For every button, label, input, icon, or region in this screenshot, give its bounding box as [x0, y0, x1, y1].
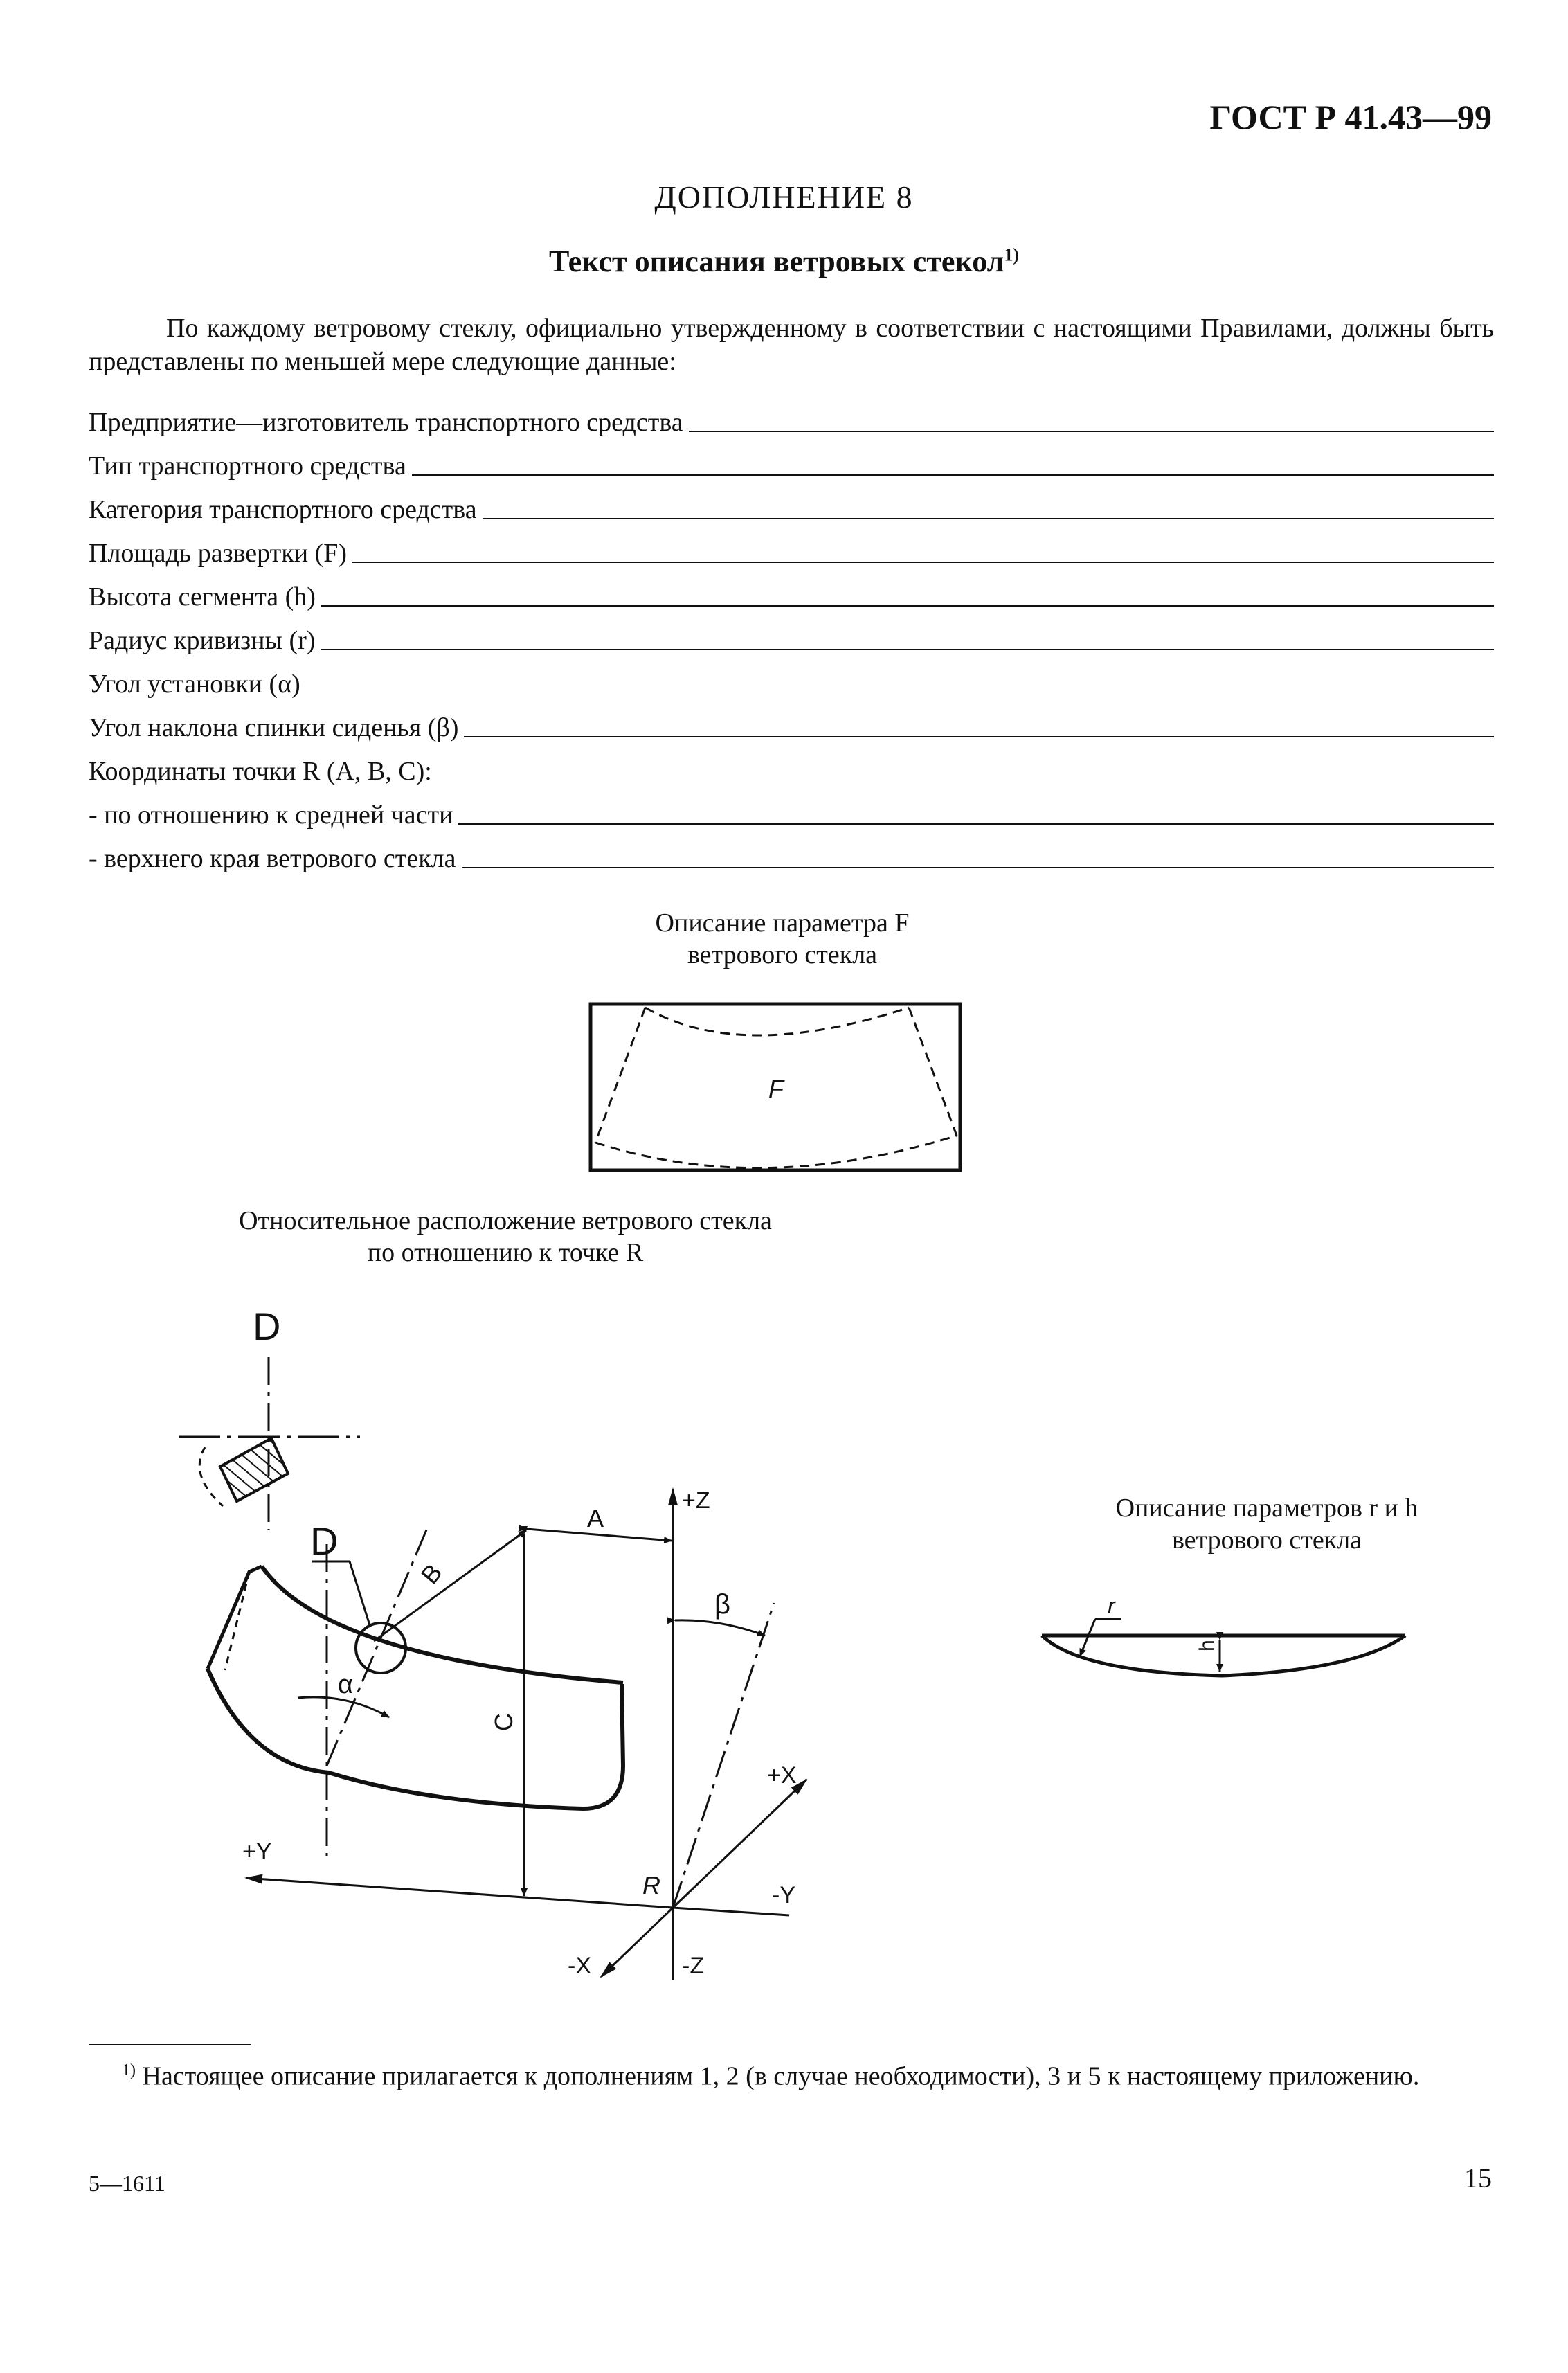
field-label: - верхнего края ветрового стекла — [89, 844, 456, 873]
field-label: Предприятие—изготовитель транспортного средства — [89, 408, 683, 437]
axis-plus-y — [246, 1878, 673, 1908]
fig3-caption-line1: Описание параметров r и h — [1115, 1494, 1418, 1523]
fig3-diagram — [1042, 1593, 1405, 1676]
windscreen-top-edge — [262, 1566, 623, 1683]
dim-B — [374, 1530, 526, 1641]
seat-back-line — [673, 1603, 774, 1908]
standard-number: ГОСТ Р 41.43—99 — [1209, 98, 1492, 136]
label-D-top: D — [253, 1305, 281, 1348]
label-D-circle: D — [310, 1519, 339, 1563]
axis-minus-x — [601, 1908, 673, 1977]
fig2-caption-line1: Относительное расположение ветрового стекла — [239, 1206, 772, 1235]
label-plus-z: +Z — [682, 1487, 710, 1514]
footnote-mark: 1) — [122, 2061, 136, 2079]
field-label: Координаты точки R (A, B, C): — [89, 757, 432, 786]
intro-paragraph: По каждому ветровому стеклу, официально утвержденному в соответствии с настоящими Правилами, должны быть представлены по меньшей мере следующие данные: — [89, 314, 1494, 376]
windscreen-bottom-edge — [208, 1669, 623, 1809]
field-label: Угол наклона спинки сиденья (β) — [89, 713, 459, 742]
label-minus-z: -Z — [682, 1953, 705, 1979]
label-minus-y: -Y — [772, 1882, 795, 1908]
axis-minus-y — [673, 1908, 789, 1915]
fig1-label-F: F — [768, 1075, 784, 1103]
field-label: Тип транспортного средства — [89, 451, 406, 481]
fig2-diagram — [179, 1305, 806, 1980]
detail-d-circle — [356, 1623, 406, 1673]
field-label: Угол установки (α) — [89, 670, 300, 699]
fig3-arc — [1042, 1636, 1405, 1676]
footnote-marker: 1) — [1004, 244, 1020, 265]
alpha-arc — [298, 1697, 389, 1717]
print-code: 5—1611 — [89, 2171, 165, 2196]
fig1-caption-line2: ветрового стекла — [687, 940, 878, 969]
label-plus-x: +X — [767, 1762, 797, 1789]
label-beta: β — [714, 1589, 731, 1620]
alpha-incline — [327, 1523, 429, 1766]
footnote-separator — [89, 2044, 251, 2045]
fig2-caption-line2: по отношению к точке R — [367, 1238, 644, 1267]
fig1-top-edge — [645, 1008, 909, 1035]
fig1-diagram — [591, 1004, 960, 1170]
section-title-text: Текст описания ветровых стекол — [548, 244, 1004, 278]
fig3-r-leader — [1080, 1619, 1095, 1656]
field-label: Площадь развертки (F) — [89, 539, 348, 568]
label-minus-x: -X — [568, 1953, 591, 1979]
fig1-left-edge — [595, 1008, 645, 1143]
page-number: 15 — [1464, 2162, 1492, 2194]
label-B: B — [415, 1558, 448, 1590]
appendix-title: ДОПОЛНЕНИЕ 8 — [654, 179, 914, 215]
field-label: Высота сегмента (h) — [89, 582, 316, 611]
label-h: h — [1196, 1640, 1218, 1651]
field-label: Категория транспортного средства — [89, 495, 477, 524]
label-C: C — [489, 1713, 518, 1731]
label-plus-y: +Y — [242, 1838, 272, 1865]
field-label: Радиус кривизны (r) — [89, 626, 316, 655]
label-r: r — [1108, 1593, 1115, 1618]
fig3-caption-line2: ветрового стекла — [1171, 1525, 1362, 1555]
detail-d-section — [220, 1438, 288, 1501]
footnote-text: Настоящее описание прилагается к дополнениям 1, 2 (в случае необходимости), 3 и 5 к настоящему приложению. — [142, 2061, 1420, 2091]
label-R: R — [642, 1871, 660, 1899]
label-A: A — [587, 1504, 604, 1532]
label-alpha: α — [338, 1670, 353, 1699]
fig1-right-edge — [909, 1008, 957, 1136]
windscreen-left-edge — [208, 1566, 262, 1669]
beta-arc — [675, 1620, 765, 1636]
footnote — [89, 2053, 1494, 2094]
detail-d-arc — [199, 1447, 223, 1506]
field-label: - по отношению к средней части — [89, 800, 453, 830]
label-D-leader — [350, 1561, 370, 1627]
fig1-caption-line1: Описание параметра F — [655, 908, 910, 938]
fig1-bottom-edge — [595, 1136, 957, 1168]
